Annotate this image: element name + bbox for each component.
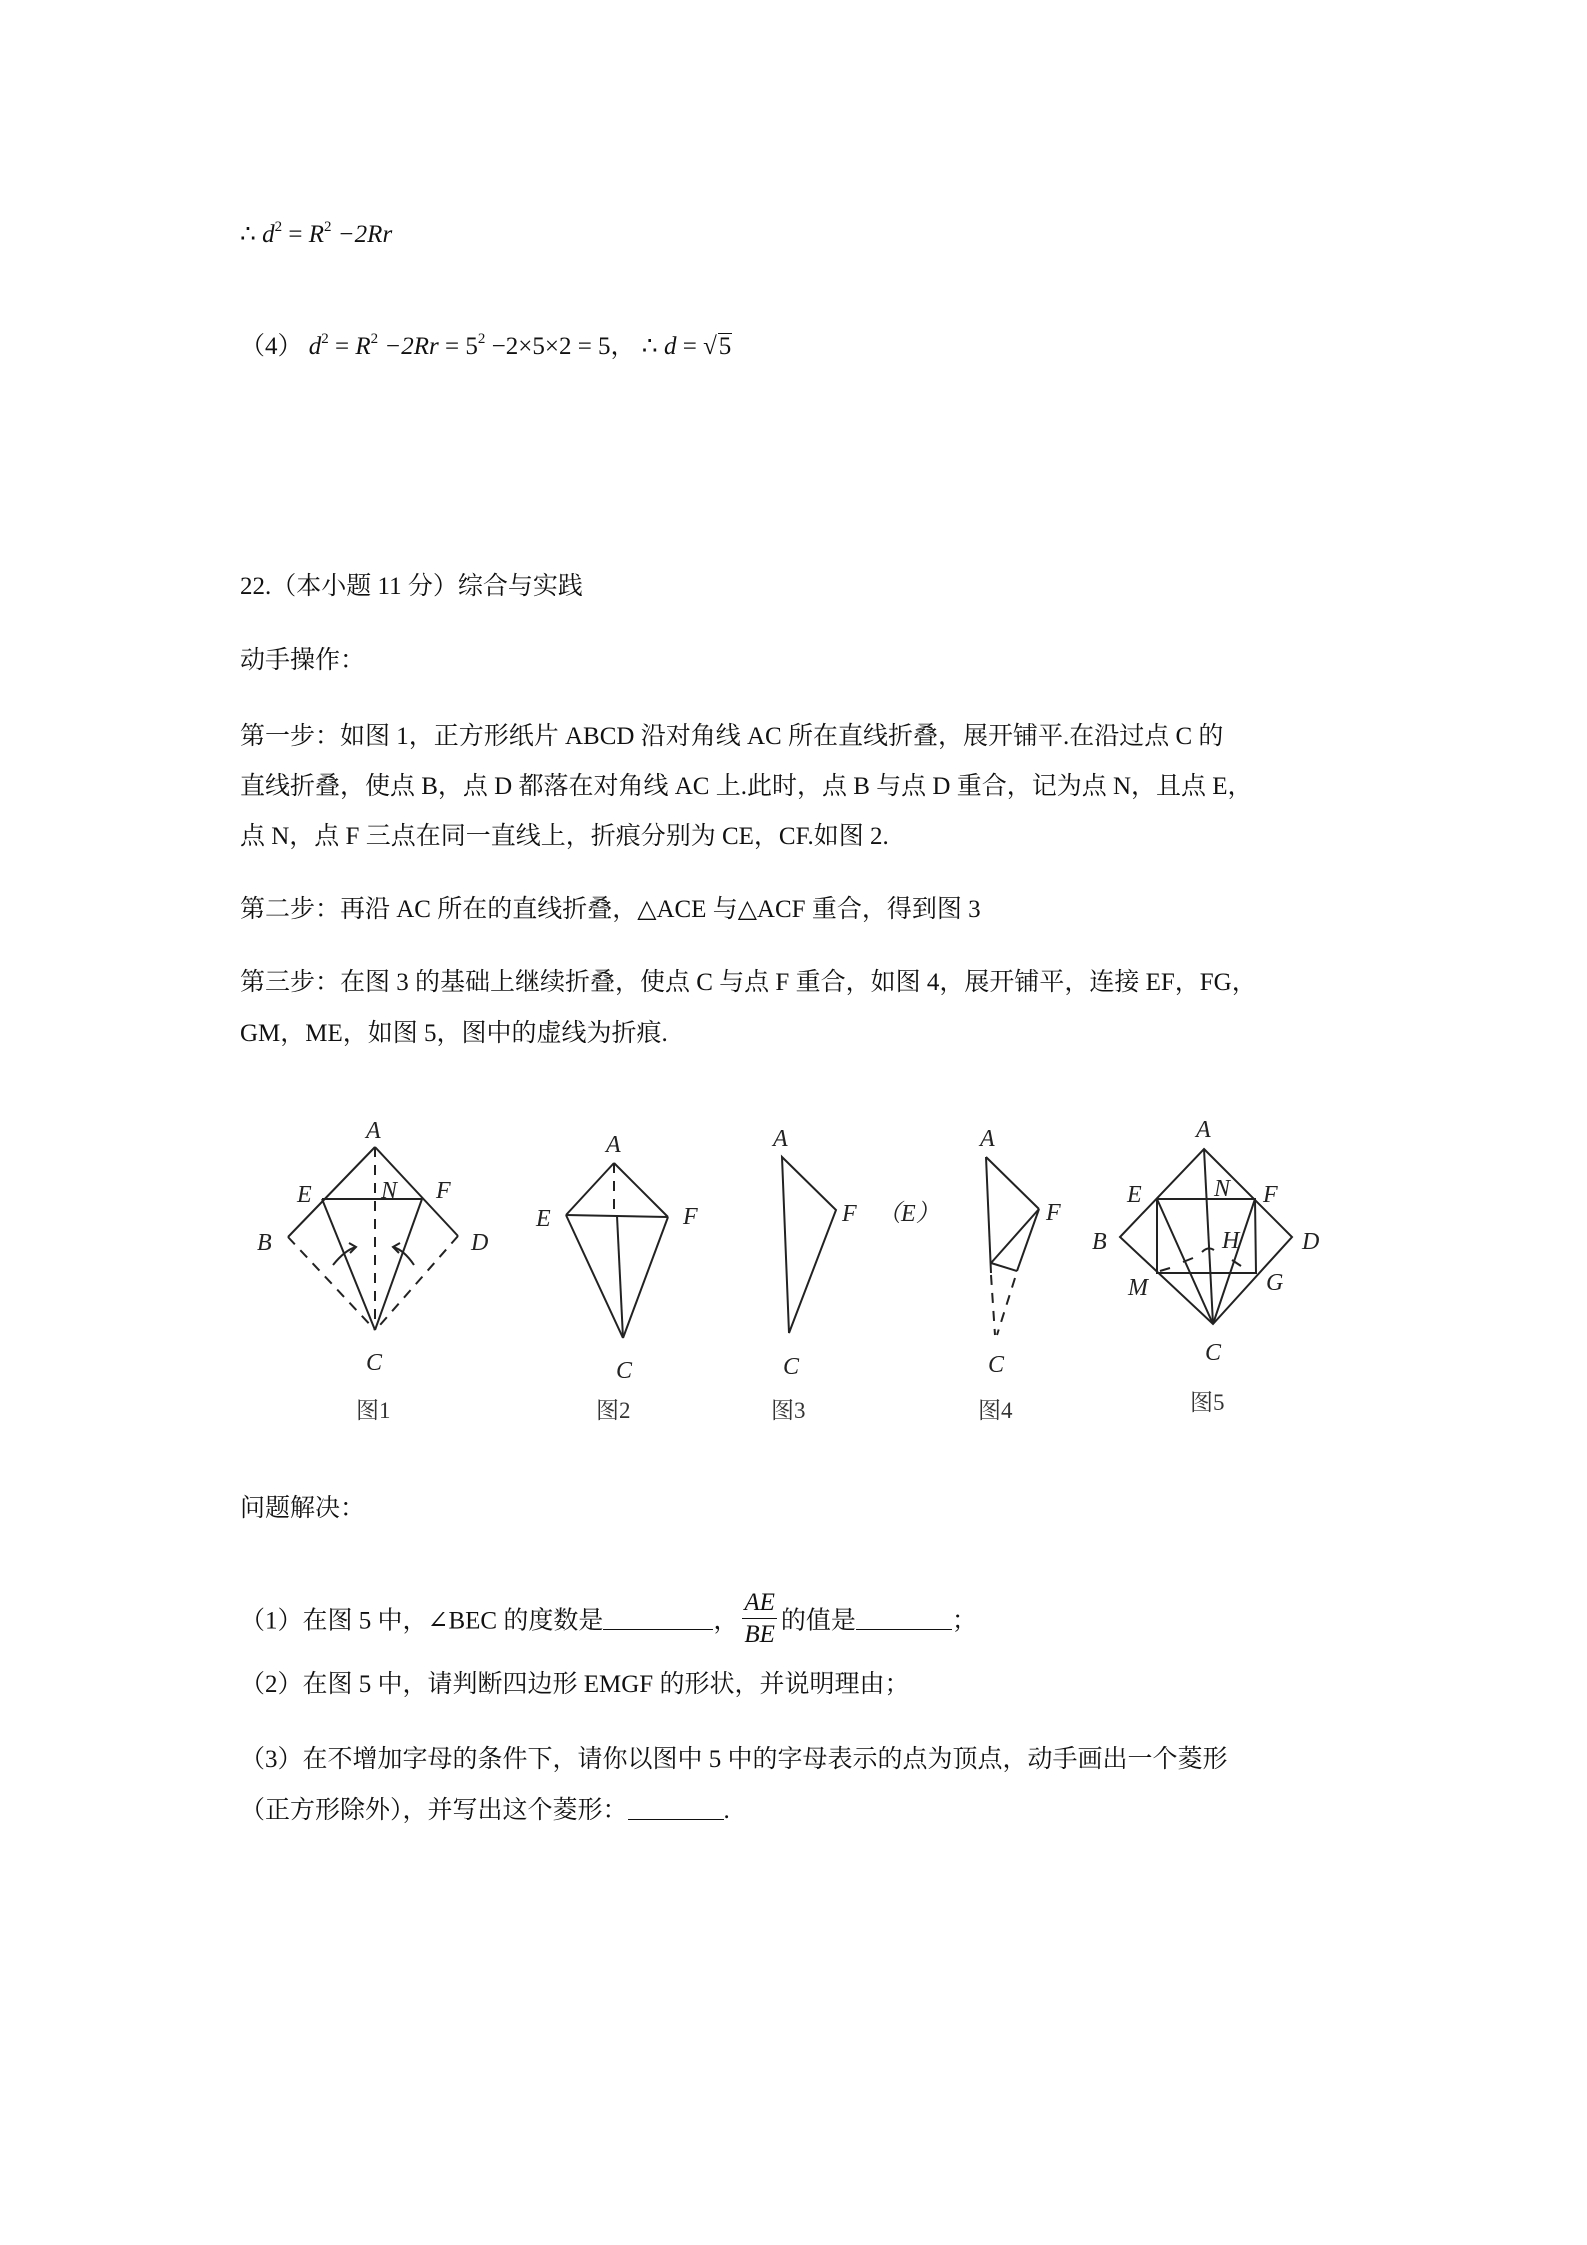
fold-line — [991, 1209, 1039, 1263]
exponent: 2 — [370, 331, 379, 347]
fraction-AE-BE — [742, 1587, 777, 1651]
arc-mark — [1202, 1248, 1214, 1252]
term-2Rr: −2Rr — [384, 333, 439, 360]
section-operation-heading: 动手操作： — [240, 647, 366, 674]
figure-5 — [1092, 1117, 1319, 1415]
term-2Rr: −2Rr — [337, 221, 393, 248]
q3-text: （正方形除外），并写出这个菱形： — [240, 1797, 628, 1824]
edge-A-down — [986, 1157, 991, 1273]
label-E: E — [1127, 1182, 1142, 1208]
step3-line2: GM，ME，如图 5，图中的虚线为折痕. — [240, 1020, 668, 1047]
step1-line3: 点 N，点 F 三点在同一直线上，折痕分别为 CE，CF.如图 2. — [240, 823, 889, 850]
figure-caption: 图3 — [771, 1398, 806, 1423]
section-solve-heading: 问题解决： — [240, 1495, 366, 1522]
sqrt-icon: √ — [703, 333, 717, 360]
label-B: B — [1092, 1229, 1107, 1255]
figure-4 — [978, 1126, 1061, 1423]
exponent: 2 — [321, 331, 329, 347]
label-F: F — [842, 1201, 857, 1227]
edge-FC — [623, 1217, 668, 1338]
edge-F-down — [1017, 1209, 1039, 1271]
var-d: d — [262, 221, 275, 248]
sqrt-radicand: 5 — [718, 333, 732, 360]
equals: = — [445, 333, 460, 360]
label-E: E — [536, 1206, 551, 1232]
crease-CF — [375, 1199, 422, 1330]
q3-end: . — [723, 1797, 730, 1824]
q1-suffix: 的值是 — [780, 1607, 856, 1635]
label-E: E — [297, 1182, 312, 1208]
step2: 第二步：再沿 AC 所在的直线折叠，△ACE 与△ACF 重合，得到图 3 — [240, 896, 981, 923]
q1-comma: ， — [713, 1607, 739, 1635]
label-A: A — [606, 1132, 621, 1158]
triangle-ACF — [782, 1157, 836, 1333]
label-F: F — [1046, 1200, 1061, 1226]
label-A: A — [980, 1126, 995, 1152]
crease-CE — [322, 1199, 375, 1330]
question-1 — [240, 1587, 977, 1651]
label-C: C — [1205, 1340, 1222, 1366]
tick-mark — [1160, 1268, 1170, 1271]
fraction-numerator: AE — [742, 1587, 777, 1619]
figure-caption: 图2 — [596, 1398, 631, 1423]
figure-caption: 图1 — [356, 1398, 391, 1423]
number-5: 5 — [465, 333, 478, 360]
label-M: M — [1128, 1275, 1148, 1301]
label-C: C — [366, 1350, 383, 1376]
q1-end: ； — [951, 1607, 977, 1635]
label-D: D — [471, 1230, 489, 1256]
label-F: F — [436, 1178, 451, 1204]
label-N: N — [1214, 1176, 1231, 1202]
label-N: N — [381, 1178, 398, 1204]
answer-blank-ratio[interactable] — [856, 1607, 952, 1630]
label-A: A — [773, 1126, 788, 1152]
equals: = — [682, 333, 697, 360]
var-R: R — [308, 221, 325, 248]
var-d: d — [308, 333, 322, 360]
exponent: 2 — [324, 219, 332, 235]
step1-line2: 直线折叠，使点 B，点 D 都落在对角线 AC 上.此时，点 B 与点 D 重合，记为点 N，且点 E， — [240, 773, 1253, 800]
edge-AF — [614, 1163, 668, 1217]
figure-3 — [771, 1126, 940, 1423]
var-d: d — [663, 333, 677, 360]
segment-NC — [617, 1216, 623, 1338]
label-G: G — [1266, 1270, 1284, 1296]
label-C: C — [988, 1352, 1005, 1378]
label-E-paren: （E） — [877, 1201, 940, 1227]
edge-AE — [566, 1163, 614, 1215]
equals: = — [288, 221, 303, 248]
therefore-symbol: ∴ — [641, 333, 658, 360]
figure-1 — [257, 1118, 488, 1423]
crease-left — [991, 1275, 995, 1335]
label-D: D — [1302, 1229, 1320, 1255]
var-R: R — [355, 333, 371, 360]
step1-line1: 第一步：如图 1，正方形纸片 ABCD 沿对角线 AC 所在直线折叠，展开铺平.在沿过点 C 的 — [240, 723, 1224, 750]
answer-blank-rhombus[interactable] — [628, 1797, 724, 1820]
question-3-line1: （3）在不增加字母的条件下，请你以图中 5 中的字母表示的点为顶点，动手画出一个菱形 — [240, 1746, 1228, 1773]
folded-edge — [991, 1263, 1017, 1271]
part-label: （4） — [240, 333, 303, 360]
arithmetic: −2×5×2 = 5， — [491, 333, 636, 360]
label-H: H — [1222, 1228, 1240, 1254]
label-A: A — [366, 1118, 381, 1144]
edge-AF — [986, 1157, 1039, 1209]
q1-prefix: （1）在图 5 中，∠BEC 的度数是 — [240, 1607, 604, 1635]
step3-line1: 第三步：在图 3 的基础上继续折叠，使点 C 与点 F 重合，如图 4，展开铺平，连接 EF，FG， — [240, 969, 1257, 996]
label-F: F — [683, 1204, 698, 1230]
therefore-symbol: ∴ — [240, 221, 256, 248]
figure-caption: 图5 — [1190, 1390, 1225, 1415]
edge-BC — [288, 1237, 375, 1330]
equals: = — [335, 333, 350, 360]
question-title: 22.（本小题 11 分）综合与实践 — [240, 573, 583, 600]
crease-right — [997, 1278, 1015, 1335]
question-2: （2）在图 5 中，请判断四边形 EMGF 的形状，并说明理由； — [240, 1671, 910, 1698]
label-F: F — [1263, 1182, 1278, 1208]
label-A: A — [1196, 1117, 1211, 1143]
figure-2 — [535, 1132, 698, 1423]
answer-blank-angle[interactable] — [603, 1607, 713, 1630]
question-3-line2 — [240, 1797, 730, 1823]
exponent: 2 — [477, 331, 486, 347]
label-C: C — [616, 1358, 633, 1384]
exponent: 2 — [274, 219, 283, 235]
label-C: C — [783, 1354, 800, 1380]
label-B: B — [257, 1230, 272, 1256]
fraction-denominator: BE — [744, 1621, 775, 1649]
diagonal-AC — [1204, 1149, 1213, 1324]
edge-EC — [566, 1215, 623, 1338]
figure-caption: 图4 — [978, 1398, 1013, 1423]
